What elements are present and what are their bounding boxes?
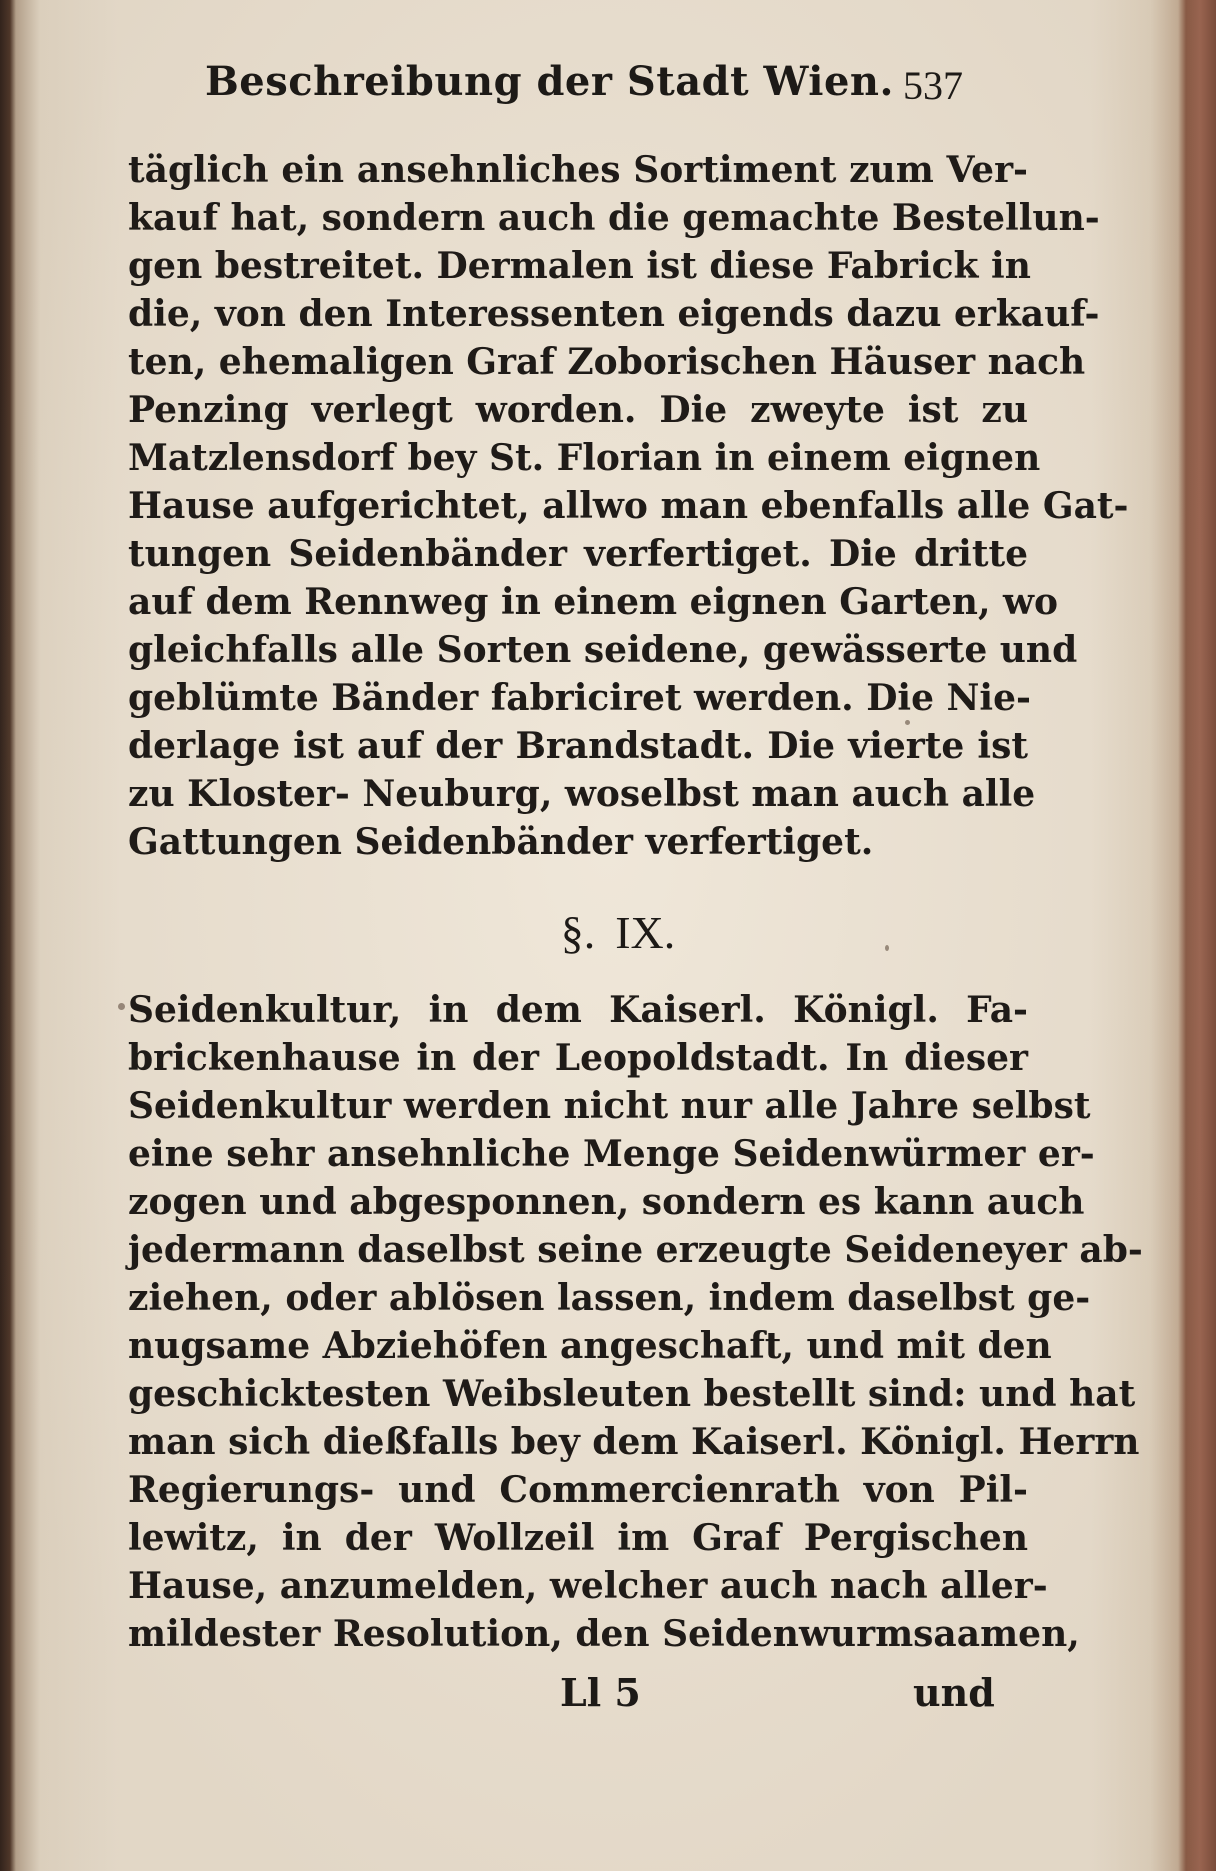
text-line: zu Kloster- Neuburg, woselbst man auch alle [128,773,1036,815]
signature-mark: Ll 5 [560,1670,641,1715]
text-line: kauf hat, sondern auch die gemachte Bestellun- [128,197,1100,239]
text-line: ziehen, oder ablösen lassen, indem daselbst ge- [128,1277,1091,1319]
section-heading [0,906,1216,959]
text-line: gleichfalls alle Sorten seidene, gewässerte und [128,629,1078,671]
catchword: und [913,1670,995,1715]
section-number: IX. [615,907,676,958]
text-line: Matzlensdorf bey St. Florian in einem eignen [128,437,1041,479]
running-head: Beschreibung der Stadt Wien. [205,58,894,105]
text-line: eine sehr ansehnliche Menge Seidenwürmer er- [128,1133,1095,1175]
text-line: lewitz, in der Wollzeil im Graf Pergischen [128,1517,1028,1559]
paper-speck [118,1003,125,1010]
text-line: Seidenkultur werden nicht nur alle Jahre selbst [128,1085,1091,1127]
paragraph-2 [128,986,1143,1658]
page-number: 537 [903,63,963,108]
text-line: Hause aufgerichtet, allwo man ebenfalls alle Gat- [128,485,1129,527]
text-line: ten, ehemaligen Graf Zoborischen Häuser nach [128,341,1086,383]
text-line: Penzing verlegt worden. Die zweyte ist zu [128,389,1028,431]
text-line: auf dem Rennweg in einem eignen Garten, wo [128,581,1059,623]
text-line: mildester Resolution, den Seidenwurmsaamen, [128,1613,1080,1655]
paper-speck [885,945,889,951]
paper-speck [905,720,910,725]
text-line: Seidenkultur, in dem Kaiserl. Königl. Fa- [128,989,1028,1031]
text-line: derlage ist auf der Brandstadt. Die vierte ist [128,725,1028,767]
text-line: zogen und abgesponnen, sondern es kann auch [128,1181,1085,1223]
text-line: man sich dießfalls bey dem Kaiserl. Königl. Herrn [128,1421,1140,1463]
text-line: die, von den Interessenten eigends dazu erkauf- [128,293,1100,335]
text-line: Gattungen Seidenbänder verfertiget. [128,821,874,863]
paragraph-1 [128,146,1129,866]
text-line: geblümte Bänder fabriciret werden. Die Nie- [128,677,1031,719]
text-line: gen bestreitet. Dermalen ist diese Fabrick in [128,245,1031,287]
text-line: jedermann daselbst seine erzeugte Seideneyer ab- [128,1229,1143,1271]
text-line: geschicktesten Weibsleuten bestellt sind: und hat [128,1373,1136,1415]
section-mark: §. [560,907,596,958]
text-line: Regierungs- und Commercienrath von Pil- [128,1469,1028,1511]
text-line: tungen Seidenbänder verfertiget. Die dritte [128,533,1028,575]
text-line: Hause, anzumelden, welcher auch nach aller- [128,1565,1048,1607]
text-line: täglich ein ansehnliches Sortiment zum Ver- [128,149,1028,191]
text-line: brickenhause in der Leopoldstadt. In dieser [128,1037,1028,1079]
text-line: nugsame Abziehöfen angeschaft, und mit den [128,1325,1052,1367]
